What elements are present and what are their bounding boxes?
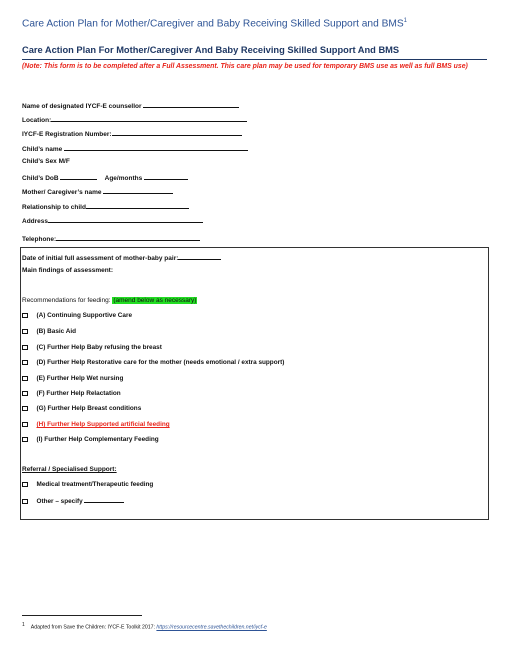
assessment-date-field [22, 252, 221, 263]
mother-name-label: Mother/ Caregiver’s name [22, 189, 102, 196]
option-d[interactable] [22, 358, 284, 367]
recommendations-label: Recommendations for feeding: [22, 297, 111, 304]
address-label: Address [22, 218, 49, 225]
relationship-input[interactable] [86, 201, 189, 209]
checkbox[interactable] [22, 313, 28, 319]
location-label: Location: [22, 117, 52, 124]
checkbox[interactable] [22, 482, 28, 488]
option-g-label: (G) Further Help Breast conditions [36, 405, 142, 412]
registration-label: IYCF-E Registration Number: [22, 131, 112, 138]
checkbox[interactable] [22, 345, 28, 351]
checkbox[interactable] [22, 499, 28, 505]
option-f-label: (F) Further Help Relactation [36, 390, 121, 397]
childs-sex-field: Child’s Sex M/F [22, 158, 70, 165]
recommendations-hint: (amend below as necessary) [113, 297, 197, 304]
form-title: Care Action Plan For Mother/Caregiver And Baby Receiving Skilled Support And BMS [22, 45, 400, 55]
checkbox[interactable] [22, 437, 28, 443]
counsellor-field [22, 100, 239, 111]
option-c-label: (C) Further Help Baby refusing the breast [36, 344, 162, 351]
checkbox[interactable] [22, 391, 28, 397]
address-input[interactable] [48, 215, 203, 223]
footnote [22, 622, 267, 631]
option-g[interactable] [22, 404, 141, 413]
footnote-text: Adapted from Save the Children: IYCF-E Toolkit 2017: [30, 624, 155, 631]
counsellor-input[interactable] [143, 100, 239, 108]
recommendations-heading [22, 296, 197, 305]
option-i-label: (I) Further Help Complementary Feeding [36, 436, 159, 443]
option-e-label: (E) Further Help Wet nursing [36, 375, 124, 382]
checkbox[interactable] [22, 329, 28, 335]
footnote-divider [22, 615, 142, 616]
form-note: (Note: This form is to be completed after a Full Assessment. This care plan may be used for temporary BMS use as well as full BMS use) [22, 63, 468, 70]
option-b-label: (B) Basic Aid [36, 328, 77, 335]
referral-other[interactable] [22, 495, 124, 506]
option-i[interactable] [22, 435, 159, 444]
option-h[interactable] [22, 420, 170, 429]
checkbox[interactable] [22, 422, 28, 428]
referral-other-input[interactable] [84, 495, 124, 503]
childs-name-label: Child’s name [22, 146, 63, 153]
telephone-label: Telephone: [22, 236, 57, 243]
footnote-reference[interactable]: 1 [403, 18, 408, 24]
childs-name-field [22, 143, 248, 154]
option-f[interactable] [22, 389, 121, 398]
checkbox[interactable] [22, 406, 28, 412]
referral-heading: Referral / Specialised Support: [22, 466, 117, 473]
checkbox[interactable] [22, 360, 28, 366]
assessment-date-label: Date of initial full assessment of mother-baby pair: [22, 255, 179, 262]
address-field [22, 215, 203, 226]
option-e[interactable] [22, 374, 123, 383]
childs-dob-input[interactable] [60, 172, 97, 180]
referral-other-label: Other – specify [36, 498, 83, 505]
childs-dob-label: Child’s DoB [22, 175, 59, 182]
location-field [22, 114, 247, 125]
mother-name-input[interactable] [103, 186, 173, 194]
option-a[interactable] [22, 311, 132, 320]
title-divider [22, 59, 487, 60]
option-c[interactable] [22, 343, 162, 352]
option-b[interactable] [22, 327, 76, 336]
document-heading-text: Care Action Plan for Mother/Caregiver and Baby Receiving Skilled Support and BMS [22, 18, 404, 30]
option-a-label: (A) Continuing Supportive Care [36, 312, 133, 319]
relationship-field [22, 201, 189, 212]
footnote-number: 1 [22, 622, 25, 628]
document-heading [22, 18, 407, 29]
telephone-input[interactable] [56, 233, 200, 241]
location-input[interactable] [51, 114, 247, 122]
assessment-date-input[interactable] [178, 252, 221, 260]
childs-name-input[interactable] [64, 143, 248, 151]
footnote-link[interactable]: https://resourcecentre.savethechildren.net/iycf-e [156, 624, 267, 631]
registration-input[interactable] [112, 128, 242, 136]
counsellor-label: Name of designated IYCF-E counsellor [22, 103, 142, 110]
main-findings-label: Main findings of assessment: [22, 267, 114, 274]
childs-dob-field [22, 172, 188, 183]
mother-name-field [22, 186, 173, 197]
checkbox[interactable] [22, 376, 28, 382]
registration-field [22, 128, 242, 139]
age-months-label: Age/months [104, 175, 143, 182]
age-months-input[interactable] [144, 172, 188, 180]
relationship-label: Relationship to child [22, 204, 86, 211]
option-d-label: (D) Further Help Restorative care for the mother (needs emotional / extra support) [36, 359, 285, 366]
referral-medical[interactable] [22, 480, 153, 489]
option-h-label[interactable]: (H) Further Help Supported artificial feeding [36, 421, 170, 428]
telephone-field [22, 233, 200, 244]
referral-medical-label: Medical treatment/Therapeutic feeding [36, 481, 154, 488]
